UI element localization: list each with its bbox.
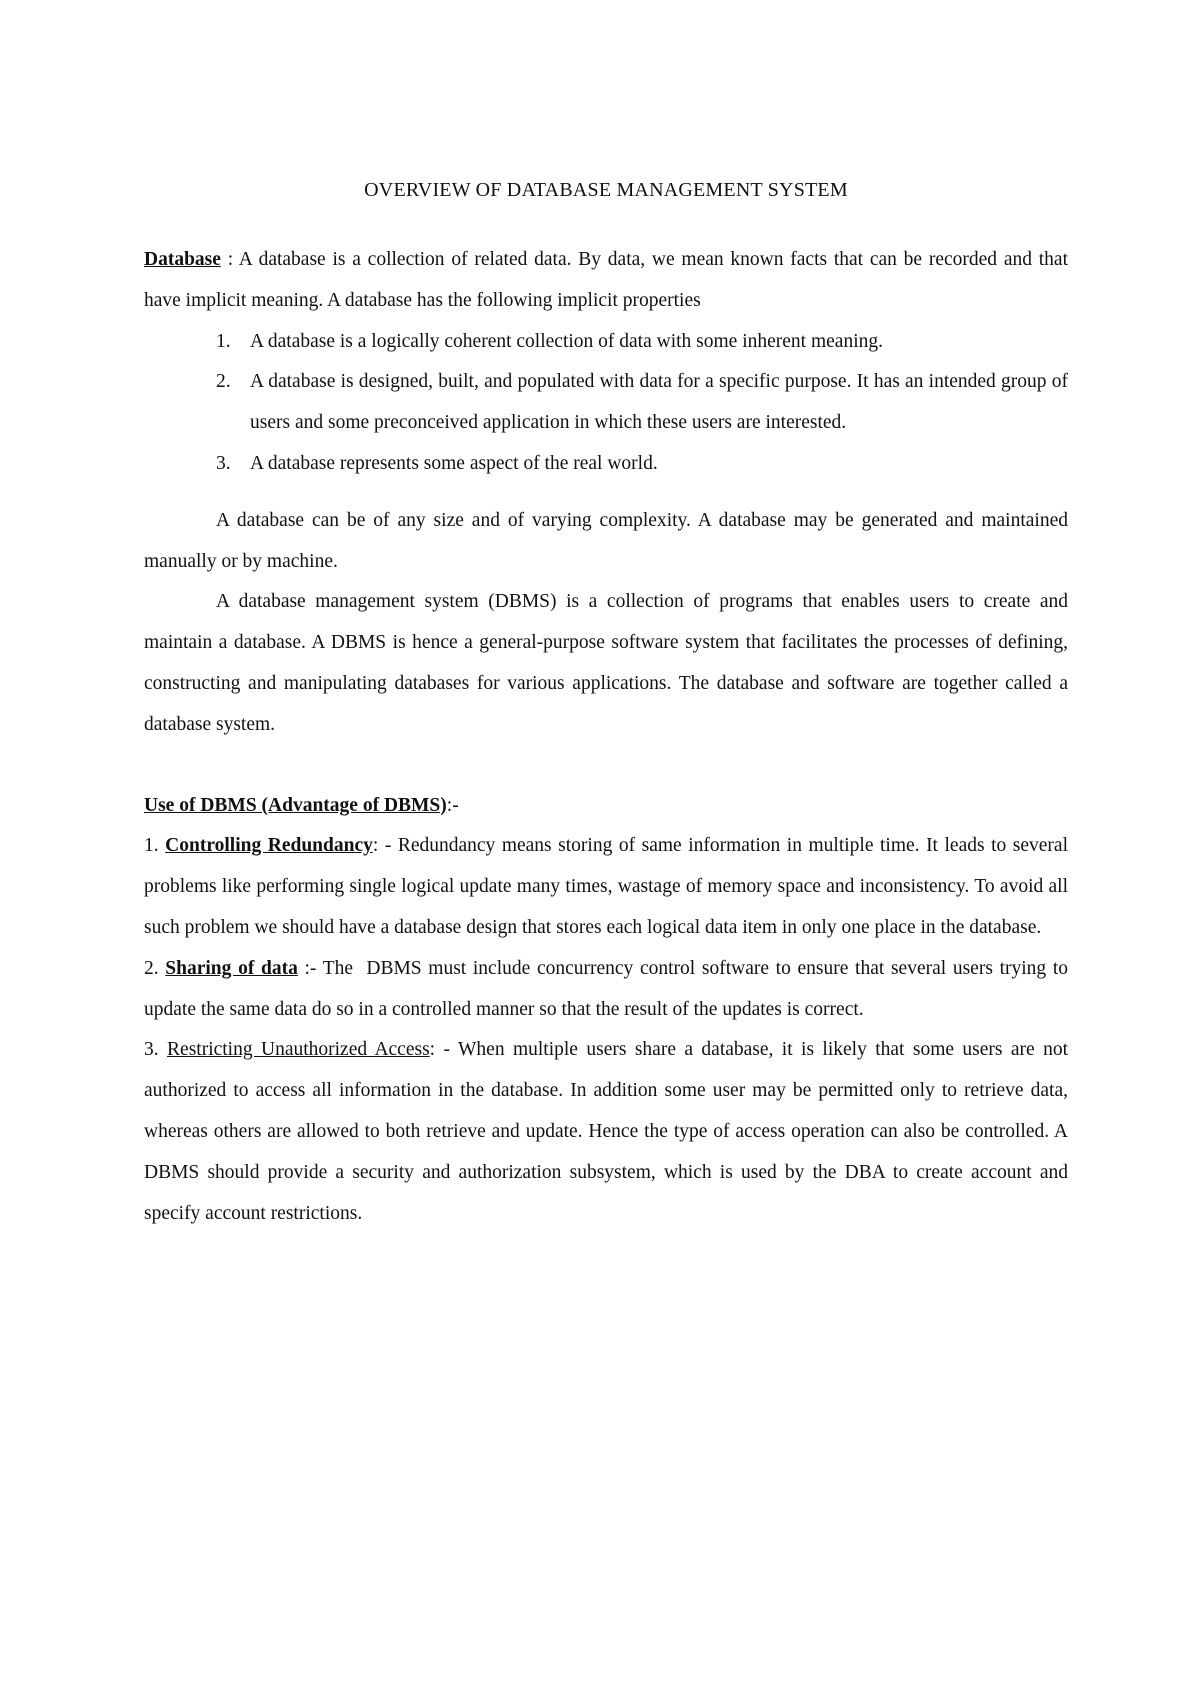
page-title: OVERVIEW OF DATABASE MANAGEMENT SYSTEM <box>364 179 848 201</box>
advantage-controlling-redundancy <box>144 826 1068 948</box>
list-item-text: A database is a logically coherent collection of data with some inherent meaning. <box>250 330 883 352</box>
advantage-text: : - When multiple users share a database, it is likely that some users are not authorized to access all information in the database. In addition some user may be permitted only to retrieve data, whereas others are allowed to both retrieve and update. Hence the type of access operation can also be controlled. A DBMS should provide a security and authorization subsystem, which is used by the DBA to create account and specify account restrictions. <box>144 1039 1069 1224</box>
list-item-number: 2. <box>216 371 231 393</box>
use-of-dbms-heading-suffix: :- <box>446 794 459 816</box>
advantage-restricting-access <box>144 1030 1068 1234</box>
advantage-term: Controlling Redundancy <box>165 835 373 857</box>
list-item <box>144 362 1068 444</box>
advantage-text: :- The DBMS must include concurrency control software to ensure that several users trying to update the same data do so in a controlled manner so that the result of the updates is correct. <box>144 957 1073 1020</box>
advantage-term: Restricting Unauthorized Access <box>167 1039 430 1061</box>
advantage-number: 2. <box>144 957 166 979</box>
use-of-dbms-heading <box>144 786 1068 827</box>
advantage-number: 1. <box>144 835 166 857</box>
advantage-text: : - Redundancy means storing of same information in multiple time. It leads to several problems like performing single logical update many times, wastage of memory space and inconsistency. To avoid all such problem we should have a database design that stores each logical data item in only one place in the database. <box>144 835 1068 938</box>
list-item-text: A database represents some aspect of the real world. <box>250 452 658 474</box>
database-size-paragraph: A database can be of any size and of varying complexity. A database may be generated and maintained manually or by machine. <box>144 509 1068 572</box>
list-item-number: 1. <box>216 330 231 352</box>
list-item-text: A database is designed, built, and populated with data for a specific purpose. It has an intended group of users and some preconceived application in which these users are interested. <box>250 371 1068 434</box>
advantage-sharing-of-data <box>144 949 1073 1031</box>
database-definition <box>144 240 1068 322</box>
database-definition-text: : A database is a collection of related data. By data, we mean known facts that can be recorded and that have implicit meaning. A database has the following implicit properties <box>144 249 1068 311</box>
list-item <box>144 322 1068 363</box>
list-item <box>144 444 1068 485</box>
database-term: Database <box>144 249 221 270</box>
advantage-number: 3. <box>144 1039 168 1061</box>
list-item-number: 3. <box>216 452 231 474</box>
database-properties-list <box>144 322 1068 485</box>
dbms-definition-paragraph: A database management system (DBMS) is a collection of programs that enables users to create and maintain a database. A DBMS is hence a general-purpose software system that facilitates the processes of defining, constructing and manipulating databases for various applications. The database and software are together called a database system. <box>144 591 1068 735</box>
use-of-dbms-heading-text: Use of DBMS (Advantage of DBMS) <box>144 794 447 816</box>
advantage-term: Sharing of data <box>165 957 298 979</box>
